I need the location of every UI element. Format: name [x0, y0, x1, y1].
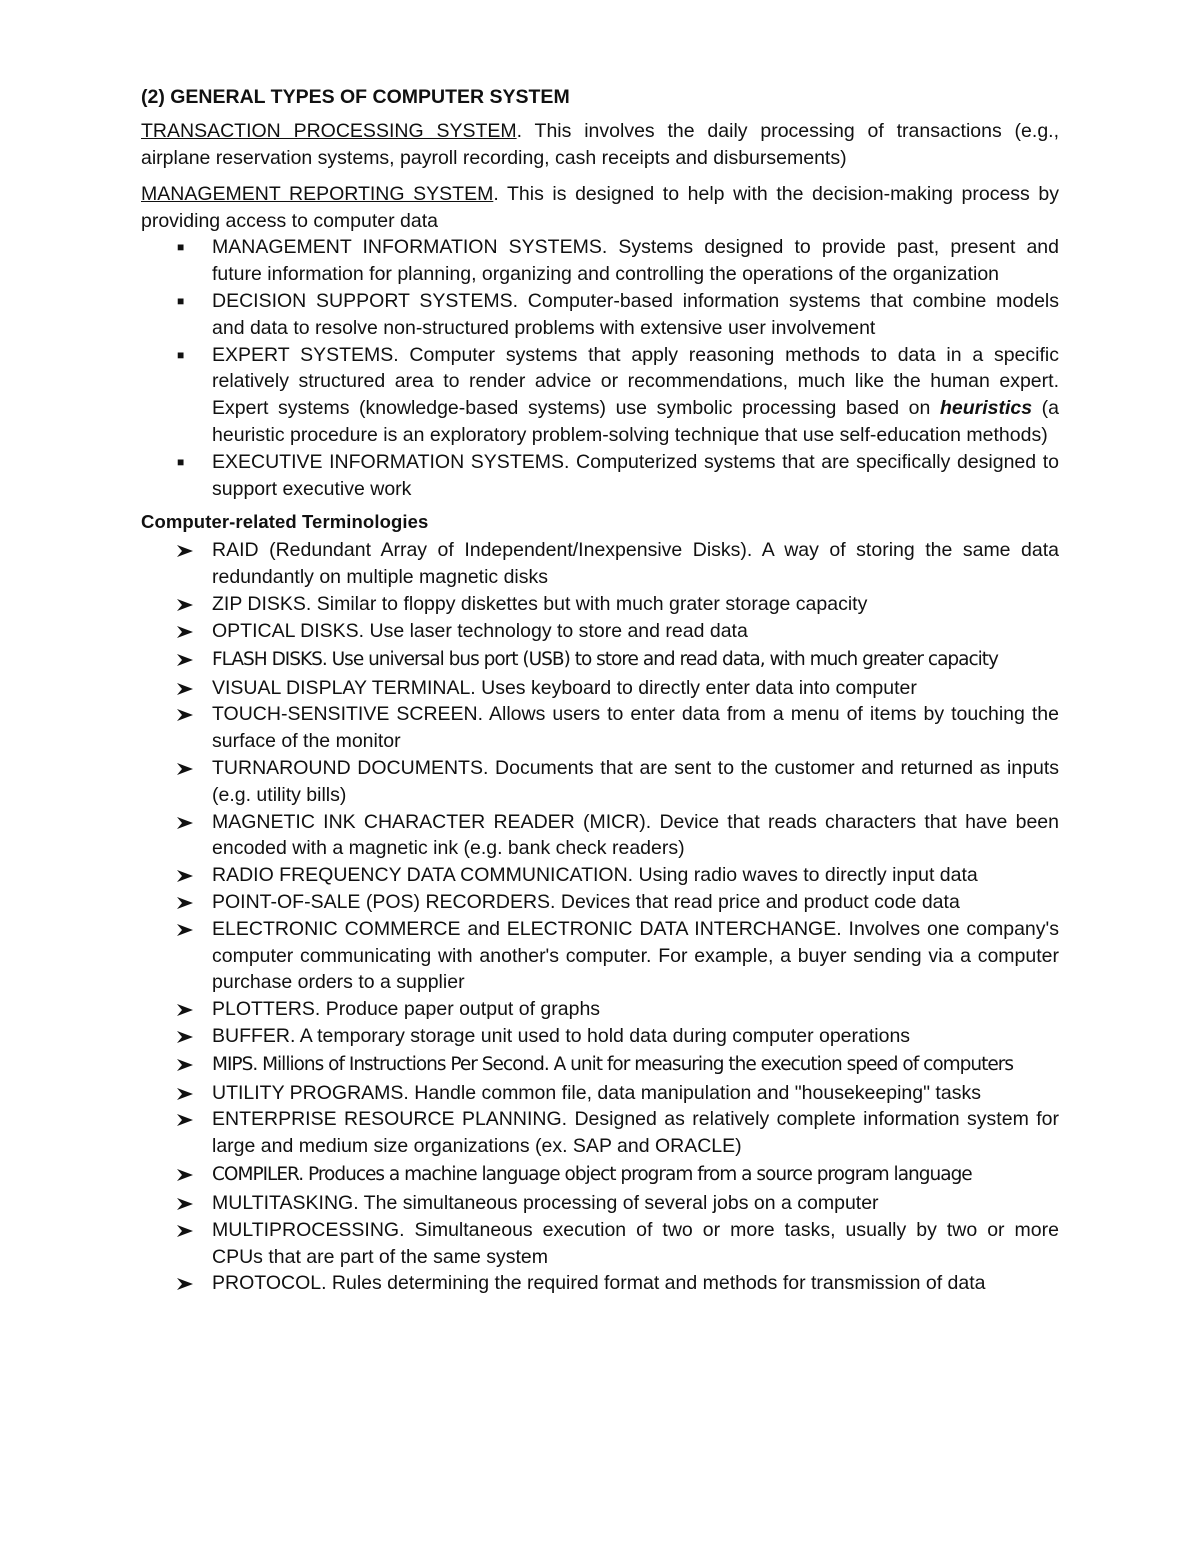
list-item: ■ EXPERT SYSTEMS. Computer systems that apply reasoning methods to data in a specific relatively structured area to render advice or recommendations, much like the human expert. Expert systems (knowledge-based systems) use symbolic processing based on heuristics (a heuristic procedure is an exploratory problem-solving technique that use self-education methods) [177, 343, 1059, 446]
list-item: BUFFER. A temporary storage unit used to hold data during computer operations [141, 1023, 1059, 1050]
list-item: RAID (Redundant Array of Independent/Inexpensive Disks). A way of storing the same data redundantly on multiple magnetic disks [141, 537, 1059, 591]
heuristics-emphasis: heuristics [939, 397, 1033, 420]
list-item: PROTOCOL. Rules determining the required format and methods for transmission of data [141, 1270, 1059, 1297]
arrow-bullet-icon [177, 1059, 193, 1071]
list-item: ZIP DISKS. Similar to floppy diskettes but with much grater storage capacity [141, 591, 1059, 618]
arrow-bullet-icon [177, 924, 193, 936]
system-types-list [141, 234, 1059, 502]
square-bullet-icon: ■ [177, 454, 185, 469]
list-item: MAGNETIC INK CHARACTER READER (MICR). Device that reads characters that have been encoded with a magnetic ink (e.g. bank check readers) [141, 809, 1059, 863]
arrow-bullet-icon [177, 763, 193, 775]
list-item: PLOTTERS. Produce paper output of graphs [141, 996, 1059, 1023]
arrow-bullet-icon [177, 683, 193, 695]
list-item: POINT-OF-SALE (POS) RECORDERS. Devices that read price and product code data [141, 889, 1059, 916]
arrow-bullet-icon [177, 1278, 193, 1290]
arrow-bullet-icon [177, 709, 193, 721]
arrow-bullet-icon [177, 1114, 193, 1126]
arrow-bullet-icon [177, 1031, 193, 1043]
arrow-bullet-icon [177, 1225, 193, 1237]
list-item: VISUAL DISPLAY TERMINAL. Uses keyboard to directly enter data into computer [141, 675, 1059, 702]
list-item: ENTERPRISE RESOURCE PLANNING. Designed as relatively complete information system for large and medium size organizations (ex. SAP and ORACLE) [141, 1106, 1059, 1160]
mrs-heading: MANAGEMENT REPORTING SYSTEM [141, 183, 494, 206]
list-item: OPTICAL DISKS. Use laser technology to store and read data [141, 618, 1059, 645]
list-item: ■ DECISION SUPPORT SYSTEMS. Computer-based information systems that combine models and data to resolve non-structured problems with extensive user involvement [177, 289, 1059, 339]
arrow-bullet-icon [177, 599, 193, 611]
list-item: UTILITY PROGRAMS. Handle common file, data manipulation and "housekeeping" tasks [141, 1080, 1059, 1107]
square-bullet-icon: ■ [177, 240, 185, 255]
arrow-bullet-icon [177, 626, 193, 638]
list-item: TOUCH-SENSITIVE SCREEN. Allows users to enter data from a menu of items by touching the surface of the monitor [141, 701, 1059, 755]
arrow-bullet-icon [177, 870, 193, 882]
square-bullet-icon: ■ [177, 347, 185, 362]
arrow-bullet-icon [177, 817, 193, 829]
arrow-bullet-icon [177, 1004, 193, 1016]
list-item: MIPS. Millions of Instructions Per Second. A unit for measuring the execution speed of computers [141, 1050, 1059, 1080]
list-item: ELECTRONIC COMMERCE and ELECTRONIC DATA INTERCHANGE. Involves one company's computer communicating with another's computer. For example, a buyer sending via a computer purchase orders to a supplier [141, 916, 1059, 996]
list-item: ■ EXECUTIVE INFORMATION SYSTEMS. Computerized systems that are specifically designed to support executive work [177, 450, 1059, 500]
document-content [141, 84, 1059, 1297]
list-item: COMPILER. Produces a machine language object program from a source program language [141, 1160, 1059, 1190]
mrs-text: . This is designed to help with the decision-making process by providing access to computer data [141, 183, 1059, 232]
list-item: FLASH DISKS. Use universal bus port (USB) to store and read data, with much greater capacity [141, 645, 1059, 675]
arrow-bullet-icon [177, 1088, 193, 1100]
square-bullet-icon: ■ [177, 293, 185, 308]
mrs-paragraph [141, 181, 1059, 234]
terminology-list [141, 537, 1059, 1297]
terminology-title: Computer-related Terminologies [141, 511, 429, 533]
arrow-bullet-icon [177, 1169, 193, 1181]
arrow-bullet-icon [177, 545, 193, 557]
tps-paragraph [141, 118, 1059, 171]
list-item: ■ MANAGEMENT INFORMATION SYSTEMS. Systems designed to provide past, present and future information for planning, organizing and controlling the operations of the organization [177, 236, 1059, 286]
arrow-bullet-icon [177, 1198, 193, 1210]
list-item: MULTITASKING. The simultaneous processing of several jobs on a computer [141, 1190, 1059, 1217]
arrow-bullet-icon [177, 654, 193, 666]
list-item: RADIO FREQUENCY DATA COMMUNICATION. Using radio waves to directly input data [141, 862, 1059, 889]
arrow-bullet-icon [177, 897, 193, 909]
page-title: (2) GENERAL TYPES OF COMPUTER SYSTEM [141, 86, 570, 108]
list-item: TURNAROUND DOCUMENTS. Documents that are sent to the customer and returned as inputs (e.g. utility bills) [141, 755, 1059, 809]
list-item: MULTIPROCESSING. Simultaneous execution of two or more tasks, usually by two or more CPUs that are part of the same system [141, 1217, 1059, 1271]
tps-heading: TRANSACTION PROCESSING SYSTEM [141, 120, 517, 142]
tps-text: . This involves the daily processing of transactions (e.g., airplane reservation systems, payroll recording, cash receipts and disbursements) [141, 120, 1059, 169]
